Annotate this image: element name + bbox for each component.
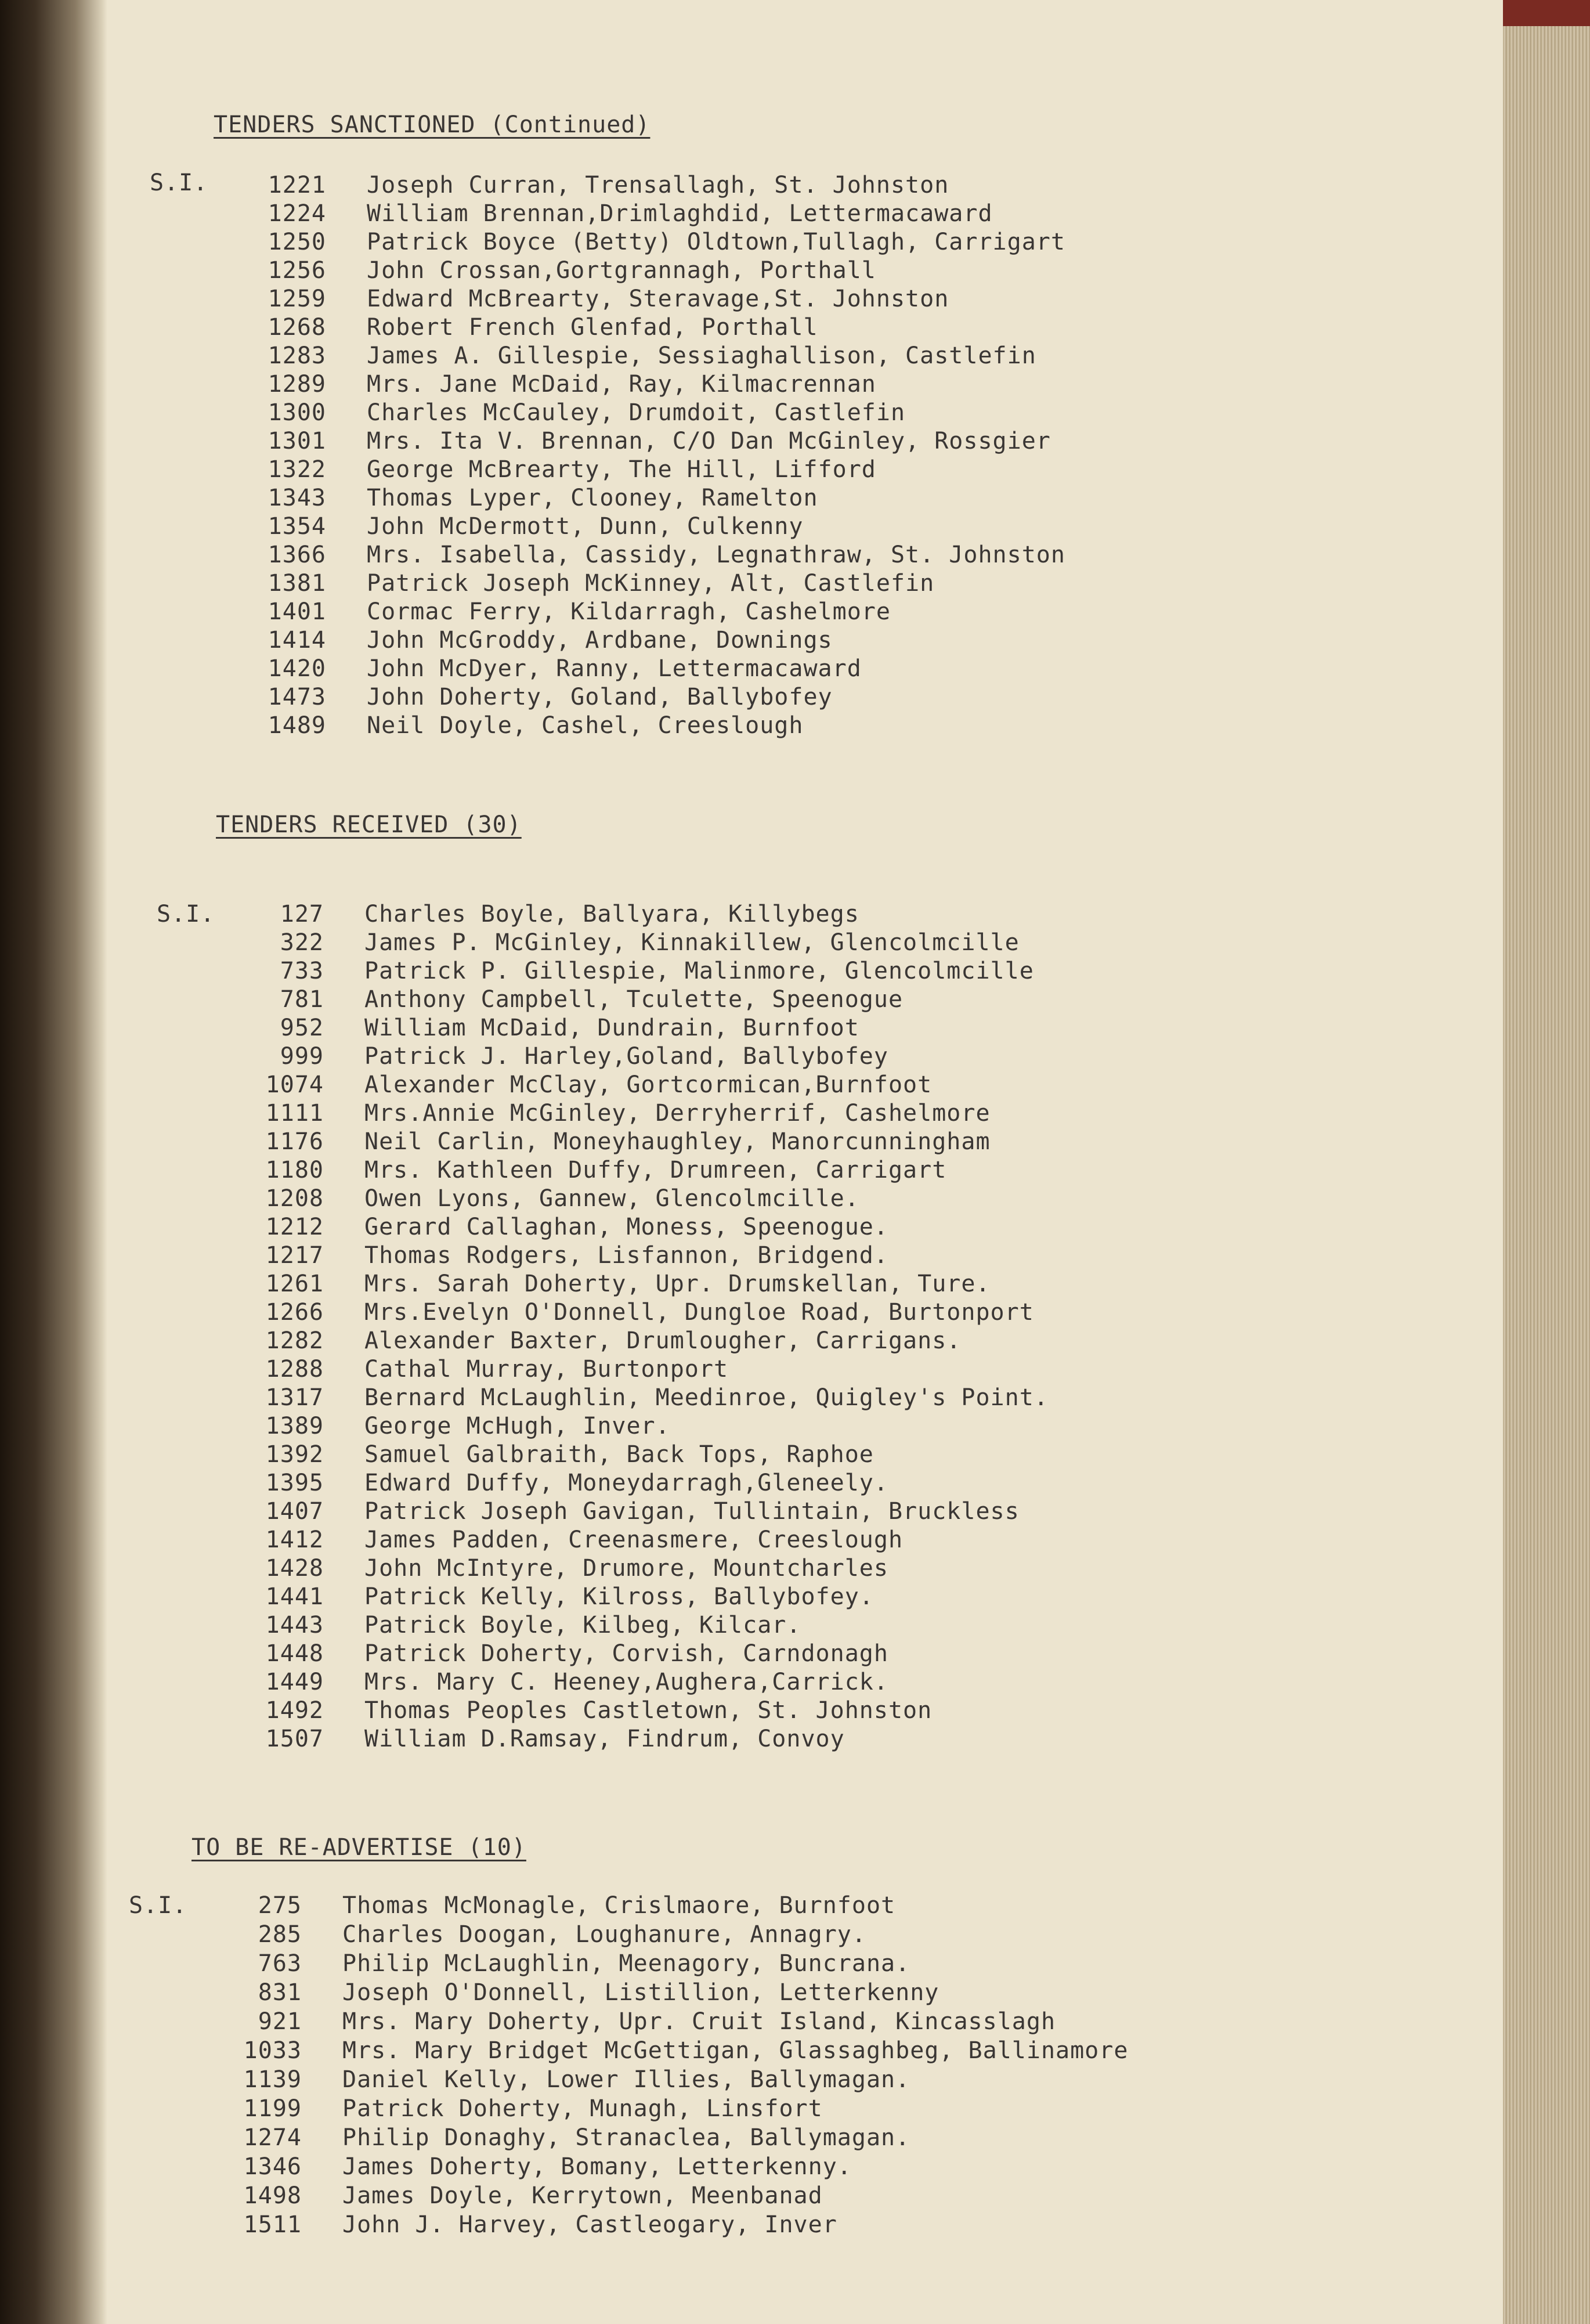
si-number: 1268 bbox=[268, 314, 326, 341]
si-number: 733 bbox=[280, 958, 324, 984]
tender-entry: Patrick Boyle, Kilbeg, Kilcar. bbox=[364, 1612, 801, 1639]
tender-entry: Edward Duffy, Moneydarragh,Gleneely. bbox=[364, 1470, 888, 1496]
si-number: 1221 bbox=[268, 172, 326, 199]
si-number: 1448 bbox=[265, 1640, 324, 1667]
tender-entry: Owen Lyons, Gannew, Glencolmcille. bbox=[364, 1185, 859, 1212]
tender-entry: Mrs. Mary C. Heeney,Aughera,Carrick. bbox=[364, 1669, 888, 1695]
si-number: 1180 bbox=[265, 1157, 324, 1183]
si-number: 1343 bbox=[268, 485, 326, 511]
tender-entry: Neil Doyle, Cashel, Creeslough bbox=[367, 712, 804, 739]
tender-entry: Bernard McLaughlin, Meedinroe, Quigley's Point. bbox=[364, 1384, 1049, 1411]
si-number: 1346 bbox=[243, 2153, 302, 2180]
si-number: 1212 bbox=[265, 1214, 324, 1240]
tender-entry: Alexander Baxter, Drumlougher, Carrigans. bbox=[364, 1327, 962, 1354]
si-number: 1256 bbox=[268, 257, 326, 284]
tender-entry: Philip Donaghy, Stranaclea, Ballymagan. bbox=[342, 2124, 910, 2151]
tender-entry: Joseph O'Donnell, Listillion, Letterkenny bbox=[342, 1979, 939, 2006]
si-number: 1441 bbox=[265, 1583, 324, 1610]
si-number: 1401 bbox=[268, 598, 326, 625]
si-number: 1266 bbox=[265, 1299, 324, 1326]
section-heading-readvertise: TO BE RE-ADVERTISE (10) bbox=[191, 1834, 526, 1861]
tender-entry: Thomas Rodgers, Lisfannon, Bridgend. bbox=[364, 1242, 888, 1269]
tender-entry: Thomas Peoples Castletown, St. Johnston bbox=[364, 1697, 933, 1724]
tender-entry: William Brennan,Drimlaghdid, Lettermacaward bbox=[367, 200, 993, 227]
si-label: S.I. bbox=[157, 901, 215, 928]
si-number: 1412 bbox=[265, 1527, 324, 1553]
si-number: 1498 bbox=[243, 2182, 302, 2209]
si-number: 1274 bbox=[243, 2124, 302, 2151]
si-number: 1033 bbox=[243, 2037, 302, 2064]
tender-entry: Patrick Joseph Gavigan, Tullintain, Bruckless bbox=[364, 1498, 1020, 1525]
tender-entry: Thomas McMonagle, Crislmaore, Burnfoot bbox=[342, 1892, 896, 1919]
si-number: 1489 bbox=[268, 712, 326, 739]
si-number: 285 bbox=[258, 1921, 302, 1948]
si-number: 763 bbox=[258, 1950, 302, 1977]
si-number: 1492 bbox=[265, 1697, 324, 1724]
tender-entry: Mrs. Kathleen Duffy, Drumreen, Carrigart bbox=[364, 1157, 947, 1183]
page-edges bbox=[1503, 0, 1590, 2324]
si-number: 1507 bbox=[265, 1726, 324, 1752]
si-label: S.I. bbox=[129, 1892, 187, 1919]
tender-entry: John McDermott, Dunn, Culkenny bbox=[367, 513, 804, 540]
tender-entry: Patrick Boyce (Betty) Oldtown,Tullagh, Carrigart bbox=[367, 229, 1065, 255]
tender-entry: James Doyle, Kerrytown, Meenbanad bbox=[342, 2182, 823, 2209]
tender-entry: Neil Carlin, Moneyhaughley, Manorcunningham bbox=[364, 1128, 991, 1155]
tender-entry: Thomas Lyper, Clooney, Ramelton bbox=[367, 485, 818, 511]
si-number: 1395 bbox=[265, 1470, 324, 1496]
si-number: 1208 bbox=[265, 1185, 324, 1212]
si-number: 1443 bbox=[265, 1612, 324, 1639]
si-number: 322 bbox=[280, 929, 324, 956]
tender-entry: Mrs. Sarah Doherty, Upr. Drumskellan, Ture. bbox=[364, 1271, 991, 1297]
si-number: 1414 bbox=[268, 627, 326, 654]
book-gutter bbox=[0, 0, 107, 2324]
si-number: 1392 bbox=[265, 1441, 324, 1468]
si-number: 1259 bbox=[268, 286, 326, 312]
tender-entry: Mrs.Annie McGinley, Derryherrif, Cashelmore bbox=[364, 1100, 991, 1127]
tender-entry: Mrs. Jane McDaid, Ray, Kilmacrennan bbox=[367, 371, 876, 398]
si-number: 1428 bbox=[265, 1555, 324, 1582]
si-number: 127 bbox=[280, 901, 324, 928]
tender-entry: Charles McCauley, Drumdoit, Castlefin bbox=[367, 399, 906, 426]
tender-entry: James P. McGinley, Kinnakillew, Glencolmcille bbox=[364, 929, 1020, 956]
si-number: 1139 bbox=[243, 2066, 302, 2093]
si-number: 1300 bbox=[268, 399, 326, 426]
tender-entry: Mrs. Isabella, Cassidy, Legnathraw, St. Johnston bbox=[367, 542, 1065, 568]
si-number: 1407 bbox=[265, 1498, 324, 1525]
tender-entry: Mrs. Mary Doherty, Upr. Cruit Island, Kincasslagh bbox=[342, 2008, 1056, 2035]
tender-entry: Edward McBrearty, Steravage,St. Johnston bbox=[367, 286, 949, 312]
tender-entry: Patrick Joseph McKinney, Alt, Castlefin bbox=[367, 570, 935, 597]
si-number: 1250 bbox=[268, 229, 326, 255]
binding-edge bbox=[1503, 0, 1590, 26]
si-number: 1288 bbox=[265, 1356, 324, 1383]
si-label: S.I. bbox=[150, 169, 208, 196]
tender-entry: Cathal Murray, Burtonport bbox=[364, 1356, 729, 1383]
tender-entry: Joseph Curran, Trensallagh, St. Johnston bbox=[367, 172, 949, 199]
tender-entry: John Doherty, Goland, Ballybofey bbox=[367, 684, 833, 710]
si-number: 952 bbox=[280, 1015, 324, 1041]
tender-entry: Patrick J. Harley,Goland, Ballybofey bbox=[364, 1043, 888, 1070]
si-number: 1473 bbox=[268, 684, 326, 710]
si-number: 999 bbox=[280, 1043, 324, 1070]
tender-entry: Charles Boyle, Ballyara, Killybegs bbox=[364, 901, 859, 928]
si-number: 1217 bbox=[265, 1242, 324, 1269]
tender-entry: Daniel Kelly, Lower Illies, Ballymagan. bbox=[342, 2066, 910, 2093]
si-number: 1282 bbox=[265, 1327, 324, 1354]
si-number: 275 bbox=[258, 1892, 302, 1919]
si-number: 781 bbox=[280, 986, 324, 1013]
si-number: 1354 bbox=[268, 513, 326, 540]
si-number: 1289 bbox=[268, 371, 326, 398]
tender-entry: Cormac Ferry, Kildarragh, Cashelmore bbox=[367, 598, 891, 625]
tender-entry: Mrs. Mary Bridget McGettigan, Glassaghbeg, Ballinamore bbox=[342, 2037, 1129, 2064]
tender-entry: John J. Harvey, Castleogary, Inver bbox=[342, 2211, 837, 2238]
tender-entry: Gerard Callaghan, Moness, Speenogue. bbox=[364, 1214, 888, 1240]
si-number: 831 bbox=[258, 1979, 302, 2006]
tender-entry: Mrs. Ita V. Brennan, C/O Dan McGinley, Rossgier bbox=[367, 428, 1051, 454]
si-number: 1366 bbox=[268, 542, 326, 568]
tender-entry: Mrs.Evelyn O'Donnell, Dungloe Road, Burtonport bbox=[364, 1299, 1034, 1326]
si-number: 1199 bbox=[243, 2095, 302, 2122]
tender-entry: William McDaid, Dundrain, Burnfoot bbox=[364, 1015, 859, 1041]
si-number: 1317 bbox=[265, 1384, 324, 1411]
tender-entry: James Doherty, Bomany, Letterkenny. bbox=[342, 2153, 852, 2180]
tender-entry: George McBrearty, The Hill, Lifford bbox=[367, 456, 876, 483]
tender-entry: Anthony Campbell, Tculette, Speenogue bbox=[364, 986, 904, 1013]
si-number: 1322 bbox=[268, 456, 326, 483]
si-number: 1261 bbox=[265, 1271, 324, 1297]
tender-entry: Patrick Doherty, Munagh, Linsfort bbox=[342, 2095, 823, 2122]
si-number: 1301 bbox=[268, 428, 326, 454]
tender-entry: Alexander McClay, Gortcormican,Burnfoot bbox=[364, 1071, 933, 1098]
si-number: 1074 bbox=[265, 1071, 324, 1098]
si-number: 1449 bbox=[265, 1669, 324, 1695]
tender-entry: John McIntyre, Drumore, Mountcharles bbox=[364, 1555, 888, 1582]
tender-entry: George McHugh, Inver. bbox=[364, 1413, 670, 1439]
si-number: 1389 bbox=[265, 1413, 324, 1439]
tender-entry: Charles Doogan, Loughanure, Annagry. bbox=[342, 1921, 866, 1948]
tender-entry: John McGroddy, Ardbane, Downings bbox=[367, 627, 833, 654]
tender-entry: Philip McLaughlin, Meenagory, Buncrana. bbox=[342, 1950, 910, 1977]
si-number: 1283 bbox=[268, 342, 326, 369]
si-number: 1224 bbox=[268, 200, 326, 227]
si-number: 1420 bbox=[268, 655, 326, 682]
section-heading-sanctioned: TENDERS SANCTIONED (Continued) bbox=[214, 111, 651, 138]
si-number: 1111 bbox=[265, 1100, 324, 1127]
tender-entry: Patrick Doherty, Corvish, Carndonagh bbox=[364, 1640, 888, 1667]
tender-entry: Patrick Kelly, Kilross, Ballybofey. bbox=[364, 1583, 874, 1610]
section-heading-received: TENDERS RECEIVED (30) bbox=[216, 811, 522, 838]
tender-entry: John Crossan,Gortgrannagh, Porthall bbox=[367, 257, 876, 284]
si-number: 1176 bbox=[265, 1128, 324, 1155]
tender-entry: John McDyer, Ranny, Lettermacaward bbox=[367, 655, 862, 682]
tender-entry: William D.Ramsay, Findrum, Convoy bbox=[364, 1726, 845, 1752]
si-number: 1511 bbox=[243, 2211, 302, 2238]
si-number: 921 bbox=[258, 2008, 302, 2035]
tender-entry: Samuel Galbraith, Back Tops, Raphoe bbox=[364, 1441, 874, 1468]
si-number: 1381 bbox=[268, 570, 326, 597]
tender-entry: Robert French Glenfad, Porthall bbox=[367, 314, 818, 341]
tender-entry: Patrick P. Gillespie, Malinmore, Glencolmcille bbox=[364, 958, 1034, 984]
tender-entry: James Padden, Creenasmere, Creeslough bbox=[364, 1527, 904, 1553]
tender-entry: James A. Gillespie, Sessiaghallison, Castlefin bbox=[367, 342, 1036, 369]
